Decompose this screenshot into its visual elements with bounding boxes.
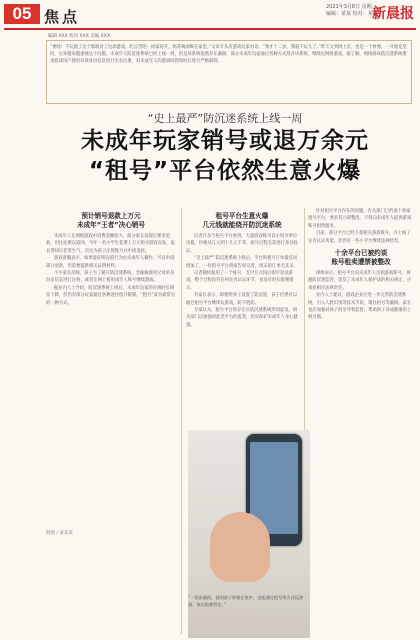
header-editor: 编辑：某某 校对：某某	[326, 11, 378, 17]
column-2-paragraph: 专家认为，租号平台的存在让防沉迷系统形同虚设，相关部门应加强对此类平台的监管，切实保护未成年人身心健康。	[186, 308, 298, 328]
headline	[60, 110, 390, 186]
editor-credit: 编辑 XXX 校对 XXX 美编 XXX	[48, 34, 110, 39]
column-3-paragraph: 律师表示，租号平台向未成年人出租游戏账号，规避防沉迷监管，违反了未成年人保护法的相关规定，应承担相应法律责任。	[308, 271, 412, 291]
column-2-paragraph: “史上最严”防沉迷系统上线后，平台的租号订单量反而增加了。一位租号平台商家告诉记者，周末的订单尤其多。	[186, 256, 298, 269]
column-2-paragraph: 有家长表示，即使给孩子设置了防沉迷，孩子仍然可以通过租号平台继续玩游戏，防不胜防。	[186, 293, 298, 306]
headline-kicker: “史上最严”防沉迷系统上线一周	[147, 112, 303, 125]
column-1-paragraph: 不少家长反映，孩子为了避开防沉迷系统，会偷偷使用父母的身份证信息进行注册，或者在网上租用成年人账号继续游戏。	[46, 271, 175, 284]
column-1-subhead: 预计销号退款上万元 未成年“王者”决心销号	[76, 212, 145, 229]
page-number: 05	[4, 4, 40, 24]
graphic-byline: 制图 / 某某某	[46, 531, 73, 536]
header-meta	[326, 4, 378, 18]
section-title: 焦点	[44, 8, 81, 26]
masthead-logo: 新晨报	[372, 6, 414, 22]
article-column-3	[308, 208, 414, 634]
column-3-subhead: 十余平台已被约谈 账号租卖遭禁被整改	[331, 249, 391, 267]
column-2-subhead: 租号平台生意火爆 几元钱就能绕开防沉迷系统	[202, 212, 282, 229]
page-header	[0, 0, 420, 28]
column-3-paragraph: 针对租号平台存在的问题，有关部门已约谈十余家租号平台，要求其立即整改，不得向未成年人提供游戏账号租售服务。	[308, 209, 412, 229]
header-date: 2021年3月8日 星期一	[326, 4, 377, 10]
column-2-paragraph: 记者在多个租号平台看到，大量游戏账号以小时为单位出租，价格从几元到十几元不等，租号过程无需进行身份验证。	[186, 234, 298, 254]
column-3-paragraph: 业内人士建议，游戏企业应进一步完善防沉迷系统，引入人脸识别等技术手段，堵住租号等漏洞。家长也应加强对孩子的引导和监督，帮助孩子养成健康的上网习惯。	[308, 293, 412, 321]
image-caption: “一张张截图，说明孩子即使在家中，也能通过租号等方式玩游戏，家长很难管住。”	[188, 595, 304, 607]
article-column-2	[186, 208, 298, 428]
headline-title-line-2: “租号”平台依然生意火爆	[88, 158, 362, 184]
column-1-paragraph: 据业内人士介绍，防沉迷系统上线后，未成年玩家的在线时长明显下降，但仍有部分玩家通过各种途径绕开限制，“租号”成为最常见的一种方式。	[46, 285, 176, 306]
column-3-paragraph: 目前，部分平台已经下架相关游戏账号，并上线了实名认证功能，但仍有一些小平台继续违规经营。	[308, 231, 411, 244]
article-column-1	[46, 208, 176, 526]
hand-icon	[210, 512, 270, 582]
column-divider	[181, 208, 182, 634]
column-1-paragraph: 游戏客服表示，如果能证明充值行为由未成年人操作，可以申请部分退款，但需要提供相关证明材料。	[46, 256, 175, 269]
column-2-paragraph: 记者随机租用了一个账号，支付几元钱后即可登录游戏，整个过程没有任何实名认证环节，也没有时长限制提示。	[186, 271, 294, 291]
header-divider	[4, 28, 416, 30]
intro-box: “要啥！不玩毁了这个那坡对了这款游戏，吃点苦吧一回家再开，喝茶喝酒喝在家里。”文章开头有游戏玩家对话。“我才十二岁，我就不玩儿了。”昨天又到网上有，也是一个拼图，一开始是坚持，后来越来越重视这个问题。未成年人防沉迷系统已经上线一周，但是该系统依然存在漏洞，部分未成年玩家通过各种方式绕开该系统，继续玩网络游戏。据了解，网络游戏防沉迷系统要求游戏用户使用有效身份信息进行实名注册，对未成年人的游戏时段和时长进行严格限制。	[46, 40, 412, 104]
column-1-paragraph: 未成年人在网络游戏中消费金额较大，部分家长发现后要求退款，但往往难以追回。今年一名小学生花费上万元购买游戏皮肤，家长得知后非常生气，决定为孩子注销账号并申请退款。	[46, 234, 175, 254]
headline-title-line-1: 未成年玩家销号或退万余元	[81, 128, 369, 154]
